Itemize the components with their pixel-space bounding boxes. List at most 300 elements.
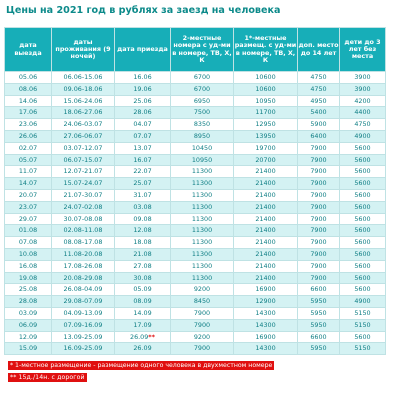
cell-extra-bed-price-text: 7900 — [310, 238, 327, 247]
cell-stay-dates — [52, 83, 115, 95]
cell-arrival-text: 16.07 — [133, 155, 152, 164]
cell-infant-price-text: 5150 — [354, 308, 371, 317]
cell-double-price-text: 11300 — [191, 179, 213, 188]
cell-single-price-text: 10600 — [255, 84, 276, 93]
cell-arrival-text: 30.08 — [133, 273, 152, 282]
cell-single-price — [234, 83, 298, 95]
table-row — [5, 319, 386, 331]
cell-departure — [5, 130, 52, 142]
cell-stay-dates — [52, 178, 115, 190]
cell-stay-dates — [52, 213, 115, 225]
cell-double-price-text: 8450 — [193, 297, 211, 306]
cell-arrival — [115, 225, 171, 237]
cell-double-price — [171, 331, 234, 343]
cell-departure-text: 28.08 — [18, 297, 38, 306]
cell-single-price — [234, 260, 298, 272]
cell-double-price — [171, 83, 234, 95]
cell-infant-price-text: 4900 — [354, 131, 371, 140]
cell-arrival — [115, 189, 171, 201]
cell-infant-price-text: 5600 — [354, 179, 371, 188]
cell-infant-price-text: 5150 — [354, 344, 371, 353]
cell-infant-price-text: 5600 — [354, 285, 371, 294]
cell-extra-bed-price-text: 7900 — [310, 249, 327, 258]
cell-extra-bed-price-text: 7900 — [310, 143, 327, 152]
cell-extra-bed-price-text: 5950 — [310, 320, 327, 329]
cell-arrival-text: 17.09 — [133, 320, 152, 329]
cell-double-price — [171, 178, 234, 190]
cell-extra-bed-price — [298, 213, 340, 225]
table-row — [5, 95, 386, 107]
cell-arrival-text: 25.07 — [133, 179, 152, 188]
cell-infant-price-text: 5150 — [354, 320, 371, 329]
header-arrival-date: дата приезда — [115, 28, 171, 72]
table-row — [5, 296, 386, 308]
cell-departure-text: 23.07 — [18, 202, 38, 211]
cell-double-price-text: 11300 — [191, 202, 213, 211]
table-row — [5, 248, 386, 260]
cell-double-price — [171, 248, 234, 260]
cell-extra-bed-price-text: 7900 — [310, 273, 327, 282]
cell-stay-dates — [52, 119, 115, 131]
table-row — [5, 107, 386, 119]
table-row — [5, 307, 386, 319]
cell-infant-price-text: 5600 — [354, 190, 371, 199]
cell-single-price-text: 21400 — [255, 214, 276, 223]
cell-departure — [5, 83, 52, 95]
table-row — [5, 331, 386, 343]
cell-arrival — [115, 154, 171, 166]
cell-stay-dates — [52, 142, 115, 154]
cell-double-price-text: 10950 — [191, 155, 213, 164]
cell-stay-dates — [52, 307, 115, 319]
cell-departure — [5, 95, 52, 107]
cell-extra-bed-price-text: 5900 — [310, 120, 327, 129]
cell-single-price — [234, 119, 298, 131]
cell-single-price-text: 21400 — [255, 249, 276, 258]
cell-single-price — [234, 72, 298, 84]
cell-extra-bed-price-text: 4750 — [310, 84, 327, 93]
cell-extra-bed-price — [298, 142, 340, 154]
table-row — [5, 166, 386, 178]
cell-double-price — [171, 343, 234, 355]
cell-infant-price — [340, 154, 386, 166]
cell-stay-dates — [52, 154, 115, 166]
cell-single-price — [234, 296, 298, 308]
cell-stay-dates — [52, 260, 115, 272]
cell-double-price-text: 7900 — [193, 308, 211, 317]
cell-departure — [5, 201, 52, 213]
cell-single-price — [234, 95, 298, 107]
cell-infant-price-text: 4200 — [354, 96, 371, 105]
cell-double-price-text: 11300 — [191, 167, 213, 176]
table-row — [5, 119, 386, 131]
table-row — [5, 130, 386, 142]
cell-extra-bed-price — [298, 307, 340, 319]
cell-single-price-text: 10600 — [255, 73, 276, 81]
cell-single-price-text: 21400 — [255, 226, 276, 235]
cell-infant-price-text: 5600 — [354, 214, 371, 223]
table-row — [5, 83, 386, 95]
cell-extra-bed-price — [298, 189, 340, 201]
cell-arrival-text: 26.09 — [133, 344, 152, 353]
cell-departure-text: 05.06 — [18, 73, 38, 81]
cell-double-price-text: 10450 — [191, 143, 213, 152]
cell-double-price-text: 6700 — [193, 84, 211, 93]
cell-extra-bed-price — [298, 95, 340, 107]
cell-infant-price-text: 3900 — [354, 73, 371, 81]
footnote-marker: ** — [148, 332, 155, 341]
table-row — [5, 225, 386, 237]
cell-stay-dates — [52, 331, 115, 343]
cell-departure — [5, 296, 52, 308]
cell-single-price — [234, 331, 298, 343]
cell-stay-dates-text: 15.07-24.07 — [63, 179, 103, 188]
cell-double-price-text: 8950 — [193, 131, 211, 140]
cell-arrival — [115, 178, 171, 190]
table-row — [5, 284, 386, 296]
cell-double-price — [171, 284, 234, 296]
cell-extra-bed-price — [298, 296, 340, 308]
cell-arrival-text: 08.09 — [133, 297, 152, 306]
cell-stay-dates-text: 16.09-25.09 — [63, 344, 103, 353]
cell-infant-price-text: 5600 — [354, 155, 371, 164]
cell-stay-dates-text: 27.06-06.07 — [63, 131, 103, 140]
cell-extra-bed-price — [298, 72, 340, 84]
cell-departure-text: 23.06 — [18, 120, 38, 129]
cell-departure — [5, 272, 52, 284]
header-stay-dates: даты проживания (9 ночей) — [52, 28, 115, 72]
cell-double-price — [171, 307, 234, 319]
cell-double-price — [171, 272, 234, 284]
cell-stay-dates — [52, 95, 115, 107]
table-row — [5, 178, 386, 190]
cell-extra-bed-price — [298, 154, 340, 166]
cell-double-price-text: 11300 — [191, 249, 213, 258]
cell-single-price-text: 20700 — [255, 155, 276, 164]
cell-arrival-text: 27.08 — [133, 261, 152, 270]
cell-single-price — [234, 142, 298, 154]
cell-arrival — [115, 343, 171, 355]
cell-extra-bed-price-text: 7900 — [310, 261, 327, 270]
table-row — [5, 201, 386, 213]
cell-single-price — [234, 166, 298, 178]
cell-double-price — [171, 72, 234, 84]
cell-arrival — [115, 72, 171, 84]
cell-single-price — [234, 178, 298, 190]
table-row — [5, 237, 386, 249]
cell-double-price — [171, 130, 234, 142]
cell-departure — [5, 260, 52, 272]
cell-single-price — [234, 319, 298, 331]
cell-double-price-text: 7500 — [193, 108, 211, 117]
cell-arrival — [115, 248, 171, 260]
cell-departure-text: 16.08 — [18, 261, 38, 270]
cell-stay-dates-text: 30.07-08.08 — [63, 214, 103, 223]
cell-double-price — [171, 237, 234, 249]
cell-double-price — [171, 119, 234, 131]
cell-infant-price-text: 4750 — [354, 120, 371, 129]
cell-departure — [5, 319, 52, 331]
cell-stay-dates — [52, 72, 115, 84]
cell-arrival — [115, 119, 171, 131]
cell-double-price — [171, 296, 234, 308]
cell-single-price — [234, 284, 298, 296]
cell-arrival — [115, 213, 171, 225]
cell-departure-text: 12.09 — [18, 332, 38, 341]
cell-infant-price — [340, 142, 386, 154]
cell-departure — [5, 72, 52, 84]
cell-double-price — [171, 154, 234, 166]
cell-extra-bed-price-text: 4750 — [310, 73, 327, 81]
cell-infant-price-text: 5600 — [354, 273, 371, 282]
cell-arrival — [115, 201, 171, 213]
cell-arrival — [115, 272, 171, 284]
cell-infant-price — [340, 189, 386, 201]
cell-stay-dates — [52, 284, 115, 296]
cell-infant-price-text: 5600 — [354, 226, 371, 235]
page-title: Цены на 2021 год в рублях за заезд на человека — [6, 5, 281, 16]
table-row — [5, 213, 386, 225]
cell-extra-bed-price — [298, 107, 340, 119]
cell-double-price-text: 7900 — [193, 344, 211, 353]
cell-infant-price-text: 4400 — [354, 108, 371, 117]
cell-single-price — [234, 307, 298, 319]
cell-infant-price — [340, 272, 386, 284]
cell-single-price-text: 21400 — [255, 179, 276, 188]
cell-double-price — [171, 166, 234, 178]
cell-departure — [5, 213, 52, 225]
cell-stay-dates-text: 09.06-18.06 — [63, 84, 103, 93]
cell-departure — [5, 107, 52, 119]
cell-single-price-text: 21400 — [255, 261, 276, 270]
cell-extra-bed-price-text: 7900 — [310, 226, 327, 235]
cell-extra-bed-price-text: 7900 — [310, 167, 327, 176]
cell-stay-dates-text: 13.09-25.09 — [63, 332, 103, 341]
cell-stay-dates — [52, 272, 115, 284]
cell-infant-price — [340, 119, 386, 131]
cell-double-price — [171, 225, 234, 237]
cell-single-price-text: 14300 — [255, 320, 276, 329]
cell-single-price — [234, 213, 298, 225]
cell-arrival-text: 13.07 — [133, 143, 152, 152]
cell-extra-bed-price-text: 7900 — [310, 155, 327, 164]
cell-stay-dates — [52, 296, 115, 308]
cell-extra-bed-price — [298, 272, 340, 284]
cell-stay-dates — [52, 130, 115, 142]
cell-single-price — [234, 107, 298, 119]
cell-single-price — [234, 237, 298, 249]
cell-extra-bed-price — [298, 319, 340, 331]
cell-double-price-text: 11300 — [191, 238, 213, 247]
cell-single-price-text: 14300 — [255, 344, 276, 353]
cell-infant-price — [340, 248, 386, 260]
cell-arrival-text: 07.07 — [133, 131, 152, 140]
cell-extra-bed-price-text: 7900 — [310, 214, 327, 223]
cell-extra-bed-price — [298, 166, 340, 178]
cell-departure-text: 07.08 — [18, 238, 38, 247]
table-row — [5, 260, 386, 272]
header-departure-date: дата выезда — [5, 28, 52, 72]
cell-arrival — [115, 307, 171, 319]
cell-extra-bed-price — [298, 225, 340, 237]
cell-departure-text: 08.06 — [18, 84, 38, 93]
cell-extra-bed-price — [298, 83, 340, 95]
cell-arrival — [115, 95, 171, 107]
cell-single-price — [234, 189, 298, 201]
cell-extra-bed-price — [298, 284, 340, 296]
cell-single-price-text: 16900 — [255, 332, 276, 341]
cell-double-price-text: 6950 — [193, 96, 211, 105]
cell-arrival-text: 26.09 — [130, 332, 149, 341]
cell-arrival — [115, 130, 171, 142]
cell-departure — [5, 307, 52, 319]
cell-double-price-text: 7900 — [193, 320, 211, 329]
cell-infant-price-text: 5600 — [354, 261, 371, 270]
cell-departure — [5, 331, 52, 343]
cell-infant-price — [340, 296, 386, 308]
cell-arrival — [115, 83, 171, 95]
cell-infant-price — [340, 83, 386, 95]
cell-departure-text: 20.07 — [18, 190, 38, 199]
cell-stay-dates-text: 17.08-26.08 — [63, 261, 103, 270]
cell-extra-bed-price-text: 6600 — [310, 332, 327, 341]
cell-departure — [5, 284, 52, 296]
cell-single-price — [234, 248, 298, 260]
cell-extra-bed-price-text: 7900 — [310, 202, 327, 211]
cell-double-price-text: 9200 — [193, 285, 211, 294]
header-double-room: 2-местные номера с уд-ми в номере, ТВ, Х, К — [171, 28, 234, 72]
table-row — [5, 142, 386, 154]
cell-infant-price — [340, 130, 386, 142]
cell-extra-bed-price — [298, 201, 340, 213]
table-row — [5, 72, 386, 84]
cell-stay-dates — [52, 225, 115, 237]
cell-double-price — [171, 260, 234, 272]
cell-infant-price-text: 3900 — [354, 84, 371, 93]
cell-infant-price — [340, 331, 386, 343]
cell-departure-text: 26.06 — [18, 131, 38, 140]
cell-extra-bed-price — [298, 343, 340, 355]
table-row — [5, 189, 386, 201]
cell-single-price-text: 21400 — [255, 238, 276, 247]
cell-infant-price — [340, 284, 386, 296]
header-single-occupancy: 1*-местные размещ. с уд-ми в номере, ТВ, Х, К — [234, 28, 298, 72]
cell-stay-dates-text: 11.08-20.08 — [63, 249, 103, 258]
cell-single-price-text: 14300 — [255, 308, 276, 317]
cell-single-price-text: 13950 — [255, 131, 276, 140]
cell-double-price — [171, 213, 234, 225]
cell-arrival — [115, 296, 171, 308]
cell-stay-dates — [52, 319, 115, 331]
cell-arrival — [115, 142, 171, 154]
cell-stay-dates — [52, 343, 115, 355]
cell-single-price — [234, 343, 298, 355]
cell-stay-dates — [52, 237, 115, 249]
cell-double-price-text: 11300 — [191, 226, 213, 235]
cell-single-price-text: 21400 — [255, 202, 276, 211]
cell-arrival — [115, 319, 171, 331]
cell-infant-price — [340, 95, 386, 107]
cell-arrival-text: 14.09 — [133, 308, 152, 317]
cell-double-price — [171, 201, 234, 213]
cell-single-price-text: 10950 — [255, 96, 276, 105]
cell-stay-dates — [52, 166, 115, 178]
cell-extra-bed-price — [298, 119, 340, 131]
cell-single-price — [234, 154, 298, 166]
cell-infant-price — [340, 237, 386, 249]
cell-departure — [5, 189, 52, 201]
cell-double-price-text: 11300 — [191, 214, 213, 223]
cell-extra-bed-price-text: 6600 — [310, 285, 327, 294]
table-header-row — [5, 28, 386, 72]
cell-infant-price — [340, 343, 386, 355]
cell-stay-dates-text: 29.08-07.09 — [63, 297, 103, 306]
cell-extra-bed-price-text: 5400 — [310, 108, 327, 117]
cell-departure-text: 05.07 — [18, 155, 38, 164]
cell-infant-price-text: 5600 — [354, 249, 371, 258]
table-row — [5, 272, 386, 284]
cell-stay-dates-text: 08.08-17.08 — [63, 238, 103, 247]
cell-single-price-text: 19700 — [255, 143, 276, 152]
cell-single-price-text: 21400 — [255, 167, 276, 176]
cell-departure — [5, 119, 52, 131]
cell-arrival — [115, 260, 171, 272]
cell-infant-price-text: 5600 — [354, 167, 371, 176]
cell-departure-text: 15.09 — [18, 344, 38, 353]
cell-double-price — [171, 319, 234, 331]
cell-departure — [5, 225, 52, 237]
cell-stay-dates — [52, 248, 115, 260]
cell-extra-bed-price-text: 6400 — [310, 131, 327, 140]
cell-single-price — [234, 130, 298, 142]
cell-stay-dates-text: 06.07-15.07 — [63, 155, 103, 164]
cell-arrival-text: 12.08 — [133, 226, 152, 235]
cell-infant-price — [340, 225, 386, 237]
cell-departure-text: 11.07 — [18, 167, 38, 176]
cell-infant-price — [340, 260, 386, 272]
footnote-single-occupancy: * 1-местное размещение - размещение одного человека в двухместном номере — [10, 362, 273, 369]
cell-stay-dates-text: 07.09-16.09 — [63, 320, 103, 329]
cell-single-price-text: 21400 — [255, 190, 276, 199]
header-extra-bed: доп. место до 14 лет — [298, 28, 340, 72]
cell-extra-bed-price — [298, 331, 340, 343]
cell-double-price — [171, 189, 234, 201]
cell-extra-bed-price-text: 5950 — [310, 308, 327, 317]
cell-arrival-text: 22.07 — [133, 167, 152, 176]
cell-infant-price-text: 5600 — [354, 143, 371, 152]
cell-extra-bed-price-text: 5950 — [310, 297, 327, 306]
cell-stay-dates-text: 21.07-30.07 — [63, 190, 103, 199]
cell-infant-price — [340, 307, 386, 319]
cell-stay-dates — [52, 189, 115, 201]
cell-arrival-text: 03.08 — [133, 202, 152, 211]
cell-stay-dates-text: 03.07-12.07 — [63, 143, 103, 152]
cell-double-price-text: 9200 — [193, 332, 211, 341]
cell-arrival — [115, 166, 171, 178]
cell-single-price — [234, 201, 298, 213]
cell-single-price-text: 12900 — [255, 297, 276, 306]
cell-double-price-text: 11300 — [191, 261, 213, 270]
cell-double-price — [171, 107, 234, 119]
cell-infant-price — [340, 319, 386, 331]
cell-infant-price-text: 5600 — [354, 332, 371, 341]
cell-single-price-text: 16900 — [255, 285, 276, 294]
cell-departure — [5, 343, 52, 355]
footnote-trip-length: ** 15д./14н. с дорогой — [10, 374, 85, 381]
cell-departure — [5, 248, 52, 260]
cell-infant-price — [340, 166, 386, 178]
cell-arrival-text: 31.07 — [133, 190, 152, 199]
